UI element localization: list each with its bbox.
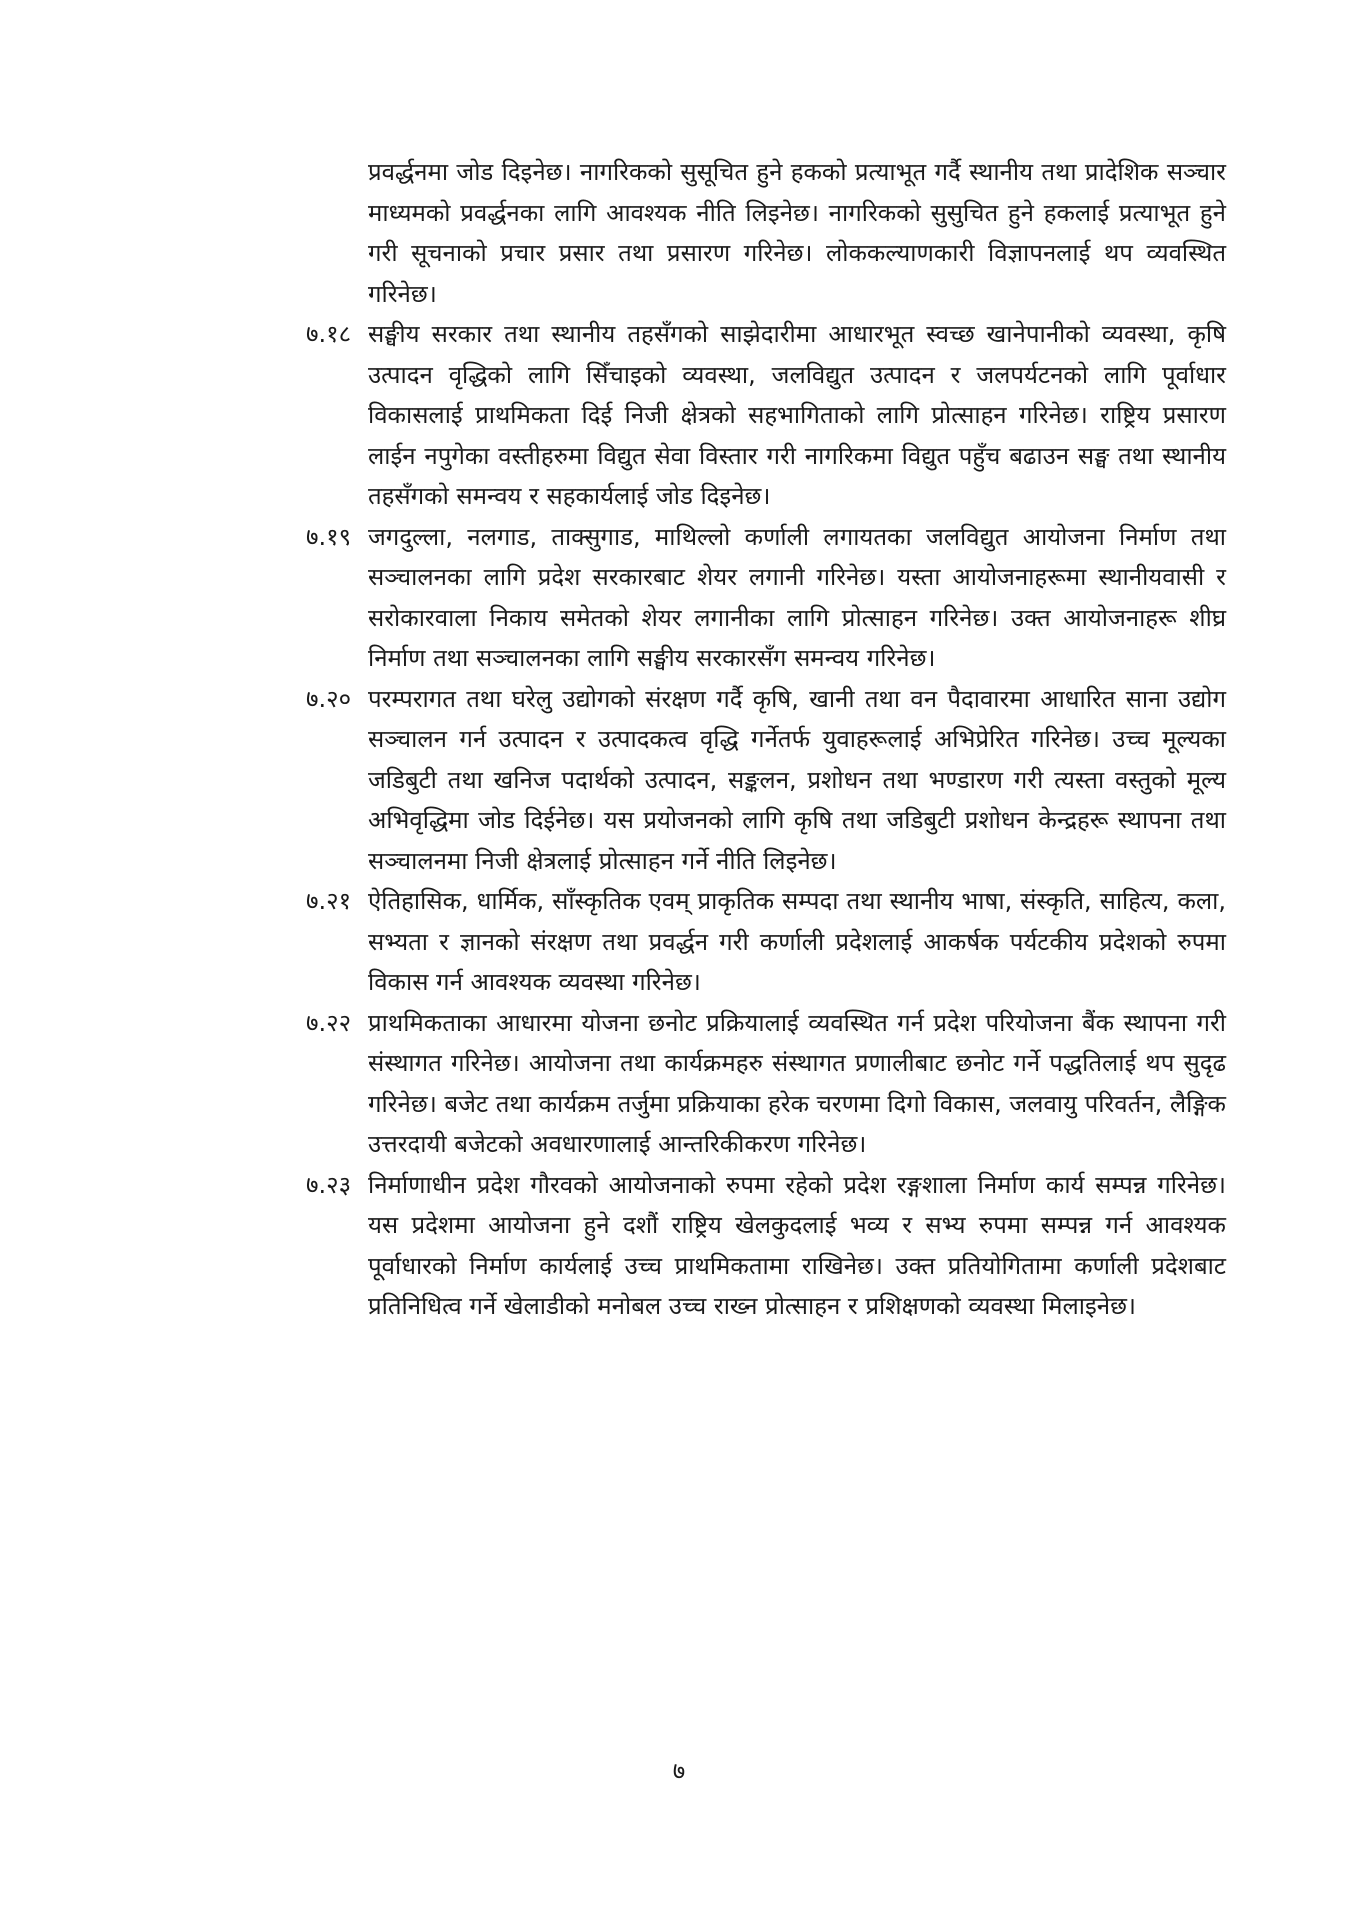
item-text: प्राथमिकताका आधारमा योजना छनोट प्रक्रियालाई व्यवस्थित गर्न प्रदेश परियोजना बैंक स्थापना गरी संस्थागत गरिनेछ। आयोजना तथा कार्यक्रमहरु संस्थागत प्रणालीबाट छनोट गर्ने पद्धतिलाई थप सुदृढ गरिनेछ। बजेट तथा कार्यक्रम तर्जुमा प्रक्रियाका हरेक चरणमा दिगो विकास, जलवायु परिवर्तन, लैङ्गिक उत्तरदायी बजेटको अवधारणालाई आन्तरिकीकरण गरिनेछ। [368,1008,1226,1158]
policy-item-7-20 [306,679,1226,882]
item-text: जगदुल्ला, नलगाड, ताक्सुगाड, माथिल्लो कर्णाली लगायतका जलविद्युत आयोजना निर्माण तथा सञ्चालनका लागि प्रदेश सरकारबाट शेयर लगानी गरिनेछ। यस्ता आयोजनाहरूमा स्थानीयवासी र सरोकारवाला निकाय समेतको शेयर लगानीका लागि प्रोत्साहन गरिनेछ। उक्त आयोजनाहरू शीघ्र निर्माण तथा सञ्चालनका लागि सङ्घीय सरकारसँग समन्वय गरिनेछ। [368,522,1226,672]
item-number: ७.२० [306,684,352,713]
item-text: निर्माणाधीन प्रदेश गौरवको आयोजनाको रुपमा रहेको प्रदेश रङ्गशाला निर्माण कार्य सम्पन्न गरिनेछ। यस प्रदेशमा आयोजना हुने दशौं राष्ट्रिय खेलकुदलाई भव्य र सभ्य रुपमा सम्पन्न गर्न आवश्यक पूर्वाधारको निर्माण कार्यलाई उच्च प्राथमिकतामा राखिनेछ। उक्त प्रतियोगितामा कर्णाली प्रदेशबाट प्रतिनिधित्व गर्ने खेलाडीको मनोबल उच्च राख्न प्रोत्साहन र प्रशिक्षणको व्यवस्था मिलाइनेछ। [368,1170,1226,1320]
policy-item-7-22 [306,1003,1226,1165]
policy-item-7-18 [306,314,1226,517]
intro-paragraph [306,152,1226,314]
item-number: ७.२२ [306,1008,352,1037]
policy-item-7-23 [306,1165,1226,1327]
item-number: ७.२१ [306,887,352,915]
item-number: ७.२३ [306,1170,352,1199]
item-text: ऐतिहासिक, धार्मिक, साँस्कृतिक एवम् प्राकृतिक सम्पदा तथा स्थानीय भाषा, संस्कृति, साहित्य, कला, सभ्यता र ज्ञानको संरक्षण तथा प्रवर्द्धन गरी कर्णाली प्रदेशलाई आकर्षक पर्यटकीय प्रदेशको रुपमा विकास गर्न आवश्यक व्यवस्था गरिनेछ। [368,887,1226,996]
policy-item-7-21 [306,881,1226,1003]
item-number: ७.१८ [306,320,352,348]
intro-paragraph-text: प्रवर्द्धनमा जोड दिइनेछ। नागरिकको सुसूचित हुने हकको प्रत्याभूत गर्दै स्थानीय तथा प्रादेशिक सञ्चार माध्यमको प्रवर्द्धनका लागि आवश्यक नीति लिइनेछ। नागरिकको सुसुचित हुने हकलाई प्रत्याभूत हुने गरी सूचनाको प्रचार प्रसार तथा प्रसारण गरिनेछ। लोककल्याणकारी विज्ञापनलाई थप व्यवस्थित गरिनेछ। [368,158,1226,308]
item-text: परम्परागत तथा घरेलु उद्योगको संरक्षण गर्दै कृषि, खानी तथा वन पैदावारमा आधारित साना उद्योग सञ्चालन गर्न उत्पादन र उत्पादकत्व वृद्धि गर्नेतर्फ युवाहरूलाई अभिप्रेरित गरिनेछ। उच्च मूल्यका जडिबुटी तथा खनिज पदार्थको उत्पादन, सङ्कलन, प्रशोधन तथा भण्डारण गरी त्यस्ता वस्तुको मूल्य अभिवृद्धिमा जोड दिईनेछ। यस प्रयोजनको लागि कृषि तथा जडिबुटी प्रशोधन केन्द्रहरू स्थापना तथा सञ्चालनमा निजी क्षेत्रलाई प्रोत्साहन गर्ने नीति लिइनेछ। [368,684,1226,875]
policy-item-7-19 [306,517,1226,679]
item-number: ७.१९ [306,522,352,551]
item-text: सङ्घीय सरकार तथा स्थानीय तहसँगको साझेदारीमा आधारभूत स्वच्छ खानेपानीको व्यवस्था, कृषि उत्पादन वृद्धिको लागि सिँचाइको व्यवस्था, जलविद्युत उत्पादन र जलपर्यटनको लागि पूर्वाधार विकासलाई प्राथमिकता दिई निजी क्षेत्रको सहभागिताको लागि प्रोत्साहन गरिनेछ। राष्ट्रिय प्रसारण लाईन नपुगेका वस्तीहरुमा विद्युत सेवा विस्तार गरी नागरिकमा विद्युत पहुँच बढाउन सङ्घ तथा स्थानीय तहसँगको समन्वय र सहकार्यलाई जोड दिइनेछ। [368,320,1226,510]
document-body [306,152,1226,1327]
page-number: ७ [672,1757,686,1785]
